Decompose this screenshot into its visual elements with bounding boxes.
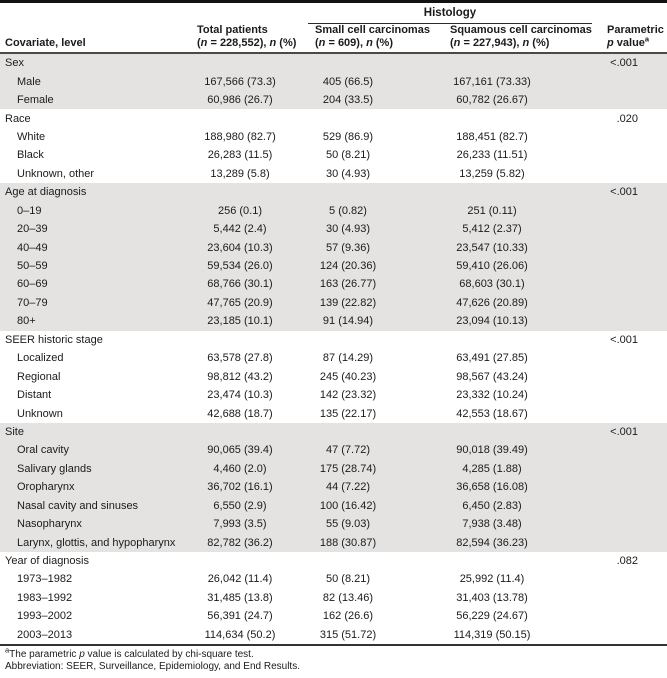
col-header-small-line1: Small cell carcinomas	[315, 24, 430, 36]
total-value: 5,442 (2.4)	[213, 223, 267, 236]
squamous-value: 25,992 (11.4)	[459, 573, 525, 586]
table-row	[0, 238, 667, 256]
section-sex	[0, 54, 667, 109]
col-header-squamous-line2: (n = 227,943), n (%)	[450, 36, 550, 49]
total-value: 36,702 (16.1)	[207, 481, 273, 494]
small-cell-value: 245 (40.23)	[319, 370, 377, 383]
covariate-label: 1983–1992	[17, 591, 73, 604]
section-label: Age at diagnosis	[5, 186, 87, 199]
p-value: .020	[616, 112, 638, 125]
total-value: 31,485 (13.8)	[207, 591, 273, 604]
table-row	[0, 91, 667, 109]
squamous-value: 59,410 (26.06)	[456, 260, 528, 273]
squamous-value: 4,285 (1.88)	[462, 462, 522, 475]
covariate-label: 1993–2002	[17, 610, 73, 623]
squamous-value: 63,491 (27.85)	[456, 352, 528, 365]
small-cell-value: 5 (0.82)	[329, 204, 367, 217]
small-cell-value: 87 (14.29)	[322, 352, 374, 365]
col-header-total-line2: (n = 228,552), n (%)	[197, 36, 297, 49]
covariate-label: Distant	[17, 389, 52, 402]
footnote-parametric	[5, 645, 667, 662]
covariate-label: Nasopharynx	[17, 518, 82, 531]
table-row	[0, 202, 667, 220]
footnote-abbreviation	[5, 661, 667, 674]
squamous-value: 5,412 (2.37)	[462, 223, 522, 236]
total-value: 23,185 (10.1)	[207, 315, 273, 328]
squamous-value: 251 (0.11)	[467, 204, 517, 217]
table-row	[0, 275, 667, 293]
covariate-label: Unknown, other	[17, 167, 95, 180]
table-row	[0, 589, 667, 607]
squamous-value: 82,594 (36.23)	[456, 536, 528, 549]
squamous-value: 47,626 (20.89)	[456, 296, 528, 309]
total-value: 26,283 (11.5)	[207, 149, 273, 162]
footnote-abbreviation-text: Abbreviation: SEER, Surveillance, Epidemiology, and End Results.	[5, 661, 300, 672]
total-value: 114,634 (50.2)	[204, 628, 276, 641]
total-value: 188,980 (82.7)	[204, 130, 276, 143]
covariate-label: Oral cavity	[17, 444, 69, 457]
squamous-value: 31,403 (13.78)	[456, 591, 528, 604]
squamous-value: 23,332 (10.24)	[456, 389, 528, 402]
total-value: 167,566 (73.3)	[204, 75, 276, 88]
small-cell-value: 30 (4.93)	[325, 167, 371, 180]
small-cell-value: 57 (9.36)	[325, 241, 371, 254]
squamous-value: 98,567 (43.24)	[456, 370, 528, 383]
table-row	[0, 128, 667, 146]
total-value: 6,550 (2.9)	[213, 499, 267, 512]
small-cell-value: 47 (7.72)	[325, 444, 371, 457]
small-cell-value: 82 (13.46)	[322, 591, 374, 604]
total-value: 23,474 (10.3)	[207, 389, 273, 402]
table-row	[0, 626, 667, 644]
covariate-label: Female	[17, 94, 54, 107]
squamous-value: 167,161 (73.33)	[453, 75, 531, 88]
col-header-pvalue-line1: Parametric	[607, 24, 664, 36]
covariate-label: 80+	[17, 315, 36, 328]
section-header-row	[0, 552, 667, 570]
column-header-row	[0, 24, 667, 49]
squamous-value: 60,782 (26.67)	[456, 94, 528, 107]
covariate-label: 40–49	[17, 241, 48, 254]
covariate-label: Localized	[17, 352, 64, 365]
covariate-label: 70–79	[17, 296, 48, 309]
small-cell-value: 139 (22.82)	[319, 296, 377, 309]
table-row	[0, 257, 667, 275]
small-cell-value: 100 (16.42)	[319, 499, 377, 512]
small-cell-value: 50 (8.21)	[325, 149, 371, 162]
section-site	[0, 423, 667, 552]
covariate-label: 1973–1982	[17, 573, 73, 586]
squamous-value: 188,451 (82.7)	[456, 130, 528, 143]
table-row	[0, 515, 667, 533]
total-value: 26,042 (11.4)	[207, 573, 273, 586]
section-header-row	[0, 331, 667, 349]
table-row	[0, 441, 667, 459]
col-header-pvalue-line2	[607, 33, 667, 50]
total-value: 90,065 (39.4)	[207, 444, 273, 457]
table-row	[0, 570, 667, 588]
covariate-label: 0–19	[17, 204, 42, 217]
table-row	[0, 146, 667, 164]
small-cell-value: 30 (4.93)	[325, 223, 371, 236]
total-value: 13,289 (5.8)	[210, 167, 270, 180]
col-header-small-line2: (n = 609), n (%)	[315, 36, 393, 49]
total-value: 4,460 (2.0)	[213, 462, 267, 475]
table-row	[0, 220, 667, 238]
squamous-value: 68,603 (30.1)	[459, 278, 525, 291]
table-row	[0, 460, 667, 478]
p-value: <.001	[610, 186, 638, 199]
table-row	[0, 497, 667, 515]
p-value: <.001	[610, 333, 638, 346]
section-label: Sex	[5, 57, 24, 70]
squamous-value: 13,259 (5.82)	[459, 167, 525, 180]
total-value: 98,812 (43.2)	[207, 370, 273, 383]
col-header-total-patients	[190, 24, 308, 49]
total-value: 23,604 (10.3)	[207, 241, 273, 254]
total-value: 63,578 (27.8)	[207, 352, 273, 365]
col-header-total-line1: Total patients	[197, 24, 268, 36]
covariate-label: Regional	[17, 370, 61, 383]
table-row	[0, 72, 667, 90]
small-cell-value: 44 (7.22)	[325, 481, 371, 494]
squamous-value: 114,319 (50.15)	[453, 628, 531, 641]
table-row	[0, 349, 667, 367]
small-cell-value: 135 (22.17)	[319, 407, 377, 420]
total-value: 82,782 (36.2)	[207, 536, 273, 549]
covariate-label: Larynx, glottis, and hypopharynx	[17, 536, 176, 549]
section-label: Race	[5, 112, 31, 125]
squamous-value: 36,658 (16.08)	[456, 481, 528, 494]
covariate-label: Salivary glands	[17, 462, 92, 475]
covariate-label: Unknown	[17, 407, 63, 420]
total-value: 59,534 (26.0)	[207, 260, 273, 273]
covariate-label: Nasal cavity and sinuses	[17, 499, 139, 512]
table-row	[0, 367, 667, 385]
table-row	[0, 607, 667, 625]
small-cell-value: 142 (23.32)	[319, 389, 377, 402]
p-value: <.001	[610, 57, 638, 70]
small-cell-value: 162 (26.6)	[322, 610, 374, 623]
table-row	[0, 478, 667, 496]
covariate-label: Oropharynx	[17, 481, 75, 494]
squamous-value: 56,229 (24.67)	[456, 610, 528, 623]
covariate-label: 60–69	[17, 278, 48, 291]
table-row	[0, 312, 667, 330]
covariate-label: 2003–2013	[17, 628, 73, 641]
total-value: 42,688 (18.7)	[207, 407, 273, 420]
table-row	[0, 165, 667, 183]
section-race	[0, 109, 667, 183]
total-value: 60,986 (26.7)	[207, 94, 273, 107]
squamous-value: 6,450 (2.83)	[462, 499, 522, 512]
p-value: <.001	[610, 425, 638, 438]
total-value: 56,391 (24.7)	[207, 610, 273, 623]
covariate-label: Male	[17, 75, 41, 88]
col-header-squamous-line1: Squamous cell carcinomas	[450, 24, 592, 36]
squamous-value: 26,233 (11.51)	[456, 149, 528, 162]
table-header	[0, 0, 667, 54]
p-value-label: p value	[607, 36, 645, 49]
section-age-at-diagnosis	[0, 183, 667, 331]
footnote-marker-a: a	[5, 645, 10, 655]
small-cell-value: 163 (26.77)	[319, 278, 377, 291]
small-cell-value: 175 (28.74)	[319, 462, 377, 475]
squamous-value: 42,553 (18.67)	[456, 407, 528, 420]
small-cell-value: 124 (20.36)	[319, 260, 377, 273]
histology-spanner-header: Histology	[308, 7, 592, 24]
small-cell-value: 529 (86.9)	[322, 130, 374, 143]
total-value: 7,993 (3.5)	[213, 518, 267, 531]
section-year-of-diagnosis	[0, 552, 667, 644]
section-label: Site	[5, 425, 24, 438]
small-cell-value: 315 (51.72)	[319, 628, 377, 641]
table-row	[0, 294, 667, 312]
total-value: 68,766 (30.1)	[207, 278, 273, 291]
covariate-label: Black	[17, 149, 44, 162]
section-label: SEER historic stage	[5, 333, 103, 346]
total-value: 47,765 (20.9)	[207, 296, 273, 309]
covariate-label: White	[17, 130, 46, 143]
squamous-value: 7,938 (3.48)	[462, 518, 522, 531]
col-header-squamous-cell	[443, 24, 600, 49]
table-row	[0, 404, 667, 422]
section-header-row	[0, 183, 667, 201]
small-cell-value: 188 (30.87)	[319, 536, 377, 549]
table-footnotes	[0, 644, 667, 674]
section-seer-historic-stage	[0, 331, 667, 423]
col-header-small-cell	[308, 24, 443, 49]
table-row	[0, 386, 667, 404]
section-header-row	[0, 54, 667, 72]
small-cell-value: 204 (33.5)	[322, 94, 374, 107]
section-label: Year of diagnosis	[5, 555, 89, 568]
small-cell-value: 55 (9.03)	[325, 518, 371, 531]
table-body	[0, 54, 667, 644]
small-cell-value: 91 (14.94)	[322, 315, 374, 328]
small-cell-value: 405 (66.5)	[322, 75, 374, 88]
footnote-marker-a: a	[644, 33, 650, 43]
section-header-row	[0, 109, 667, 127]
section-header-row	[0, 423, 667, 441]
table-row	[0, 533, 667, 551]
col-header-parametric-p-value	[600, 24, 667, 49]
covariate-label: 50–59	[17, 260, 48, 273]
p-value: .082	[616, 555, 638, 568]
covariate-label: 20–39	[17, 223, 48, 236]
squamous-value: 90,018 (39.49)	[456, 444, 528, 457]
squamous-value: 23,094 (10.13)	[456, 315, 528, 328]
small-cell-value: 50 (8.21)	[325, 573, 371, 586]
col-header-covariate-level: Covariate, level	[5, 36, 86, 49]
footnote-parametric-text: The parametric p value is calculated by chi-square test.	[9, 648, 254, 660]
squamous-value: 23,547 (10.33)	[456, 241, 528, 254]
total-value: 256 (0.1)	[217, 204, 263, 217]
